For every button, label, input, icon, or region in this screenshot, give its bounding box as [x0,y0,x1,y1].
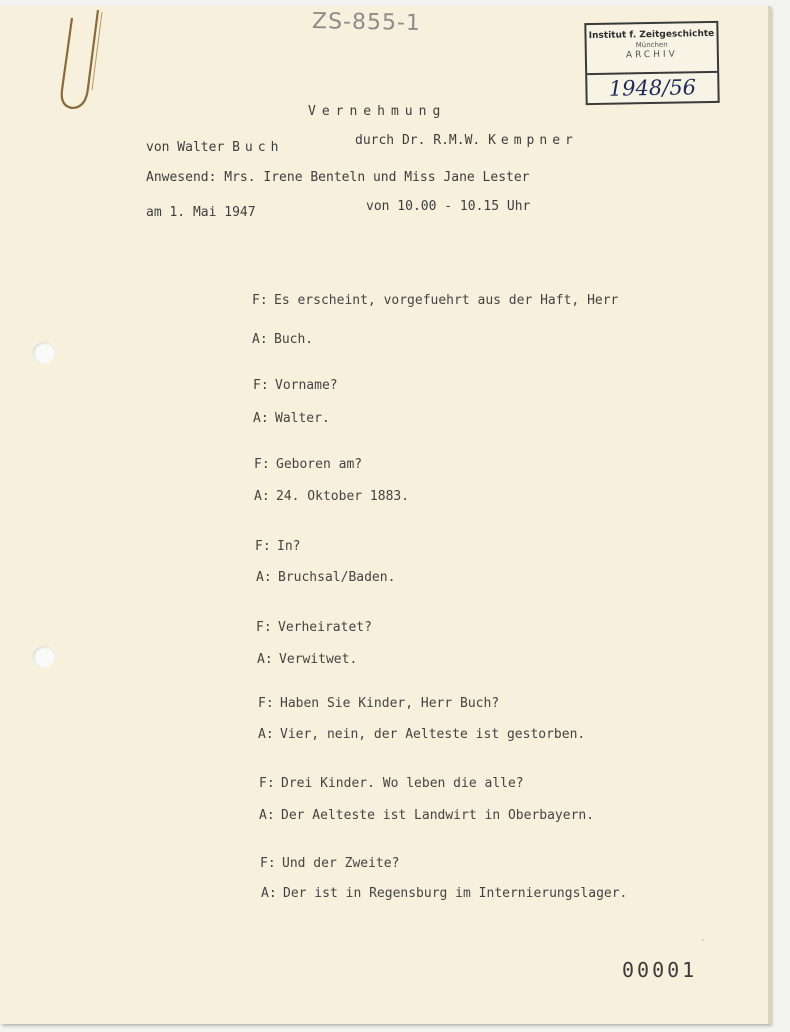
stamp-institute: Institut f. Zeitgeschichte [588,28,715,42]
stamp-city: München [635,40,668,50]
present-line: Anwesend: Mrs. Irene Benteln und Miss Jane Lester [146,170,530,185]
interrogator-prefix: durch Dr. R.M.W. [355,133,481,148]
interrogator-name: Kempner [488,133,578,148]
page-number: 00001 [622,958,698,982]
line-text: Verwitwet. [279,652,358,667]
speaker-label: A: [253,411,269,426]
transcript-line [252,293,618,308]
transcript-line [258,727,585,742]
transcript-line [256,570,395,585]
speaker-label: F: [260,856,276,871]
speaker-label: A: [259,808,275,823]
line-text: Walter. [275,411,330,426]
line-text: Vier, nein, der Aelteste ist gestorben. [280,727,586,742]
punch-hole-bottom [33,646,55,668]
margin-mark: · [700,935,707,946]
speaker-label: F: [254,457,270,472]
speaker-label: A: [257,652,273,667]
speaker-label: F: [252,293,268,308]
speaker-label: A: [256,570,272,585]
speaker-label: F: [256,620,272,635]
document-page [0,6,770,1024]
line-text: Buch. [274,332,314,347]
transcript-line [254,489,409,504]
transcript-line [252,332,313,347]
line-text: Der ist in Regensburg im Internierungslager. [283,886,628,901]
transcript-line [259,776,524,791]
line-text: Haben Sie Kinder, Herr Buch? [280,696,500,711]
punch-hole-top [33,342,55,364]
transcript-line [253,411,330,426]
archive-reference: ZS-855-1 [311,9,422,36]
line-text: In? [277,539,301,554]
speaker-label: F: [253,378,269,393]
transcript-line [259,808,594,823]
stamp-number: 1948/56 [587,71,718,103]
speaker-label: A: [258,727,274,742]
transcript-line [261,886,627,901]
document-title: Vernehmung [308,104,447,119]
transcript-line [260,856,399,871]
archive-stamp [584,21,719,105]
stamp-archive: ARCHIV [625,49,678,61]
line-text: Geboren am? [276,457,363,472]
transcript-line [254,457,362,472]
time-line: von 10.00 - 10.15 Uhr [366,199,531,214]
speaker-label: F: [255,539,271,554]
witness-line [146,140,283,155]
speaker-label: A: [252,332,268,347]
line-text: Drei Kinder. Wo leben die alle? [281,776,524,791]
line-text: Und der Zweite? [282,856,400,871]
line-text: Verheiratet? [278,620,372,635]
transcript-line [255,539,300,554]
date-line: am 1. Mai 1947 [146,205,256,220]
transcript-line [256,620,372,635]
paperclip-icon [58,8,110,112]
speaker-label: F: [258,696,274,711]
speaker-label: A: [254,489,270,504]
line-text: 24. Oktober 1883. [276,489,410,504]
line-text: Vorname? [275,378,338,393]
speaker-label: A: [261,886,277,901]
transcript-line [253,378,338,393]
witness-name: Buch [232,140,284,155]
line-text: Es erscheint, vorgefuehrt aus der Haft, Herr [274,293,619,308]
line-text: Bruchsal/Baden. [278,570,396,585]
transcript-line [257,652,357,667]
interrogator-line [355,133,578,148]
line-text: Der Aelteste ist Landwirt in Oberbayern. [281,808,595,823]
speaker-label: F: [259,776,275,791]
page-edge [768,6,771,1024]
transcript-line [258,696,499,711]
witness-prefix: von Walter [146,140,225,155]
